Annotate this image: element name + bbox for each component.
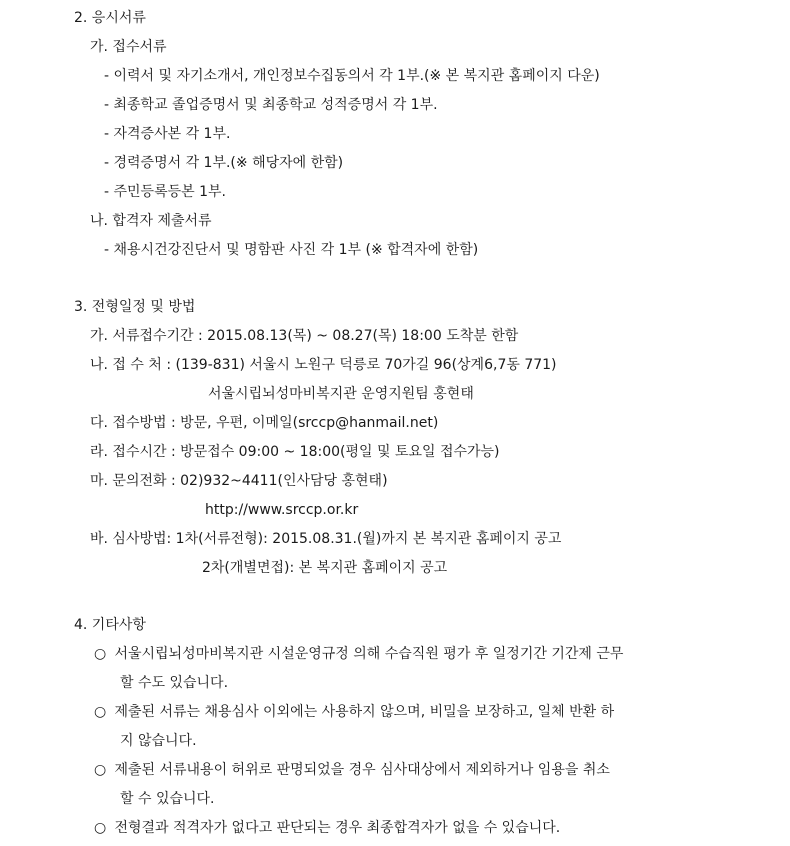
section3-line: 라. 접수시간 : 방문접수 09:00 ~ 18:00(평일 및 토요일 접수가능) (90, 444, 500, 460)
section4-item (94, 761, 610, 779)
section4-item-text: 제출된 서류내용이 허위로 판명되었을 경우 심사대상에서 제외하거나 임용을 취소 (114, 762, 610, 778)
section2-a-item: - 자격증사본 각 1부. (104, 126, 231, 142)
section4-item-text: 제출된 서류는 채용심사 이외에는 사용하지 않으며, 비밀을 보장하고, 일체 반환 하 (114, 704, 615, 720)
section2-a-item: - 주민등록등본 1부. (104, 184, 226, 200)
section2-a-item: - 경력증명서 각 1부.(※ 해당자에 한함) (104, 155, 344, 171)
section3-line: 다. 접수방법 : 방문, 우편, 이메일(srccp@hanmail.net) (90, 415, 439, 431)
section2-heading: 2. 응시서류 (74, 10, 146, 26)
section2-a-title: 가. 접수서류 (90, 39, 167, 55)
section4-item-cont: 지 않습니다. (120, 733, 197, 749)
section2-b-item: - 채용시건강진단서 및 명함판 사진 각 1부 (※ 합격자에 한함) (104, 242, 479, 258)
section3-line: 가. 서류접수기간 : 2015.08.13(목) ~ 08.27(목) 18:00 도착분 한함 (90, 328, 519, 344)
section2-a-item: - 이력서 및 자기소개서, 개인정보수집동의서 각 1부.(※ 본 복지관 홈페이지 다운) (104, 68, 600, 84)
section3-line: 바. 심사방법: 1차(서류전형): 2015.08.31.(월)까지 본 복지관 홈페이지 공고 (90, 531, 562, 547)
section3-line: 2차(개별면접): 본 복지관 홈페이지 공고 (202, 560, 448, 576)
section4-item-cont: 할 수 있습니다. (120, 791, 215, 807)
section2-a-item: - 최종학교 졸업증명서 및 최종학교 성적증명서 각 1부. (104, 97, 438, 113)
section4-item-text: 전형결과 적격자가 없다고 판단되는 경우 최종합격자가 없을 수 있습니다. (114, 820, 561, 836)
section4-item (94, 645, 623, 663)
bullet-circle-icon: ○ (94, 820, 107, 836)
bullet-circle-icon: ○ (94, 704, 107, 720)
section3-heading: 3. 전형일정 및 방법 (74, 299, 196, 315)
section4-item-cont: 할 수도 있습니다. (120, 675, 229, 691)
section4-heading: 4. 기타사항 (74, 617, 146, 633)
section4-item (94, 703, 614, 721)
section2-b-title: 나. 합격자 제출서류 (90, 213, 212, 229)
section3-line: 나. 접 수 처 : (139-831) 서울시 노원구 덕릉로 70가길 96(상계6,7동 771) (90, 357, 557, 373)
section3-line: 서울시립뇌성마비복지관 운영지원팀 홍현태 (208, 386, 474, 402)
section3-line: 마. 문의전화 : 02)932~4411(인사담당 홍현태) (90, 473, 388, 489)
bullet-circle-icon: ○ (94, 646, 107, 662)
section3-url: http://www.srccp.or.kr (205, 502, 359, 518)
section4-item (94, 819, 560, 837)
section4-item-text: 서울시립뇌성마비복지관 시설운영규정 의해 수습직원 평가 후 일정기간 기간제 근무 (114, 646, 624, 662)
bullet-circle-icon: ○ (94, 762, 107, 778)
